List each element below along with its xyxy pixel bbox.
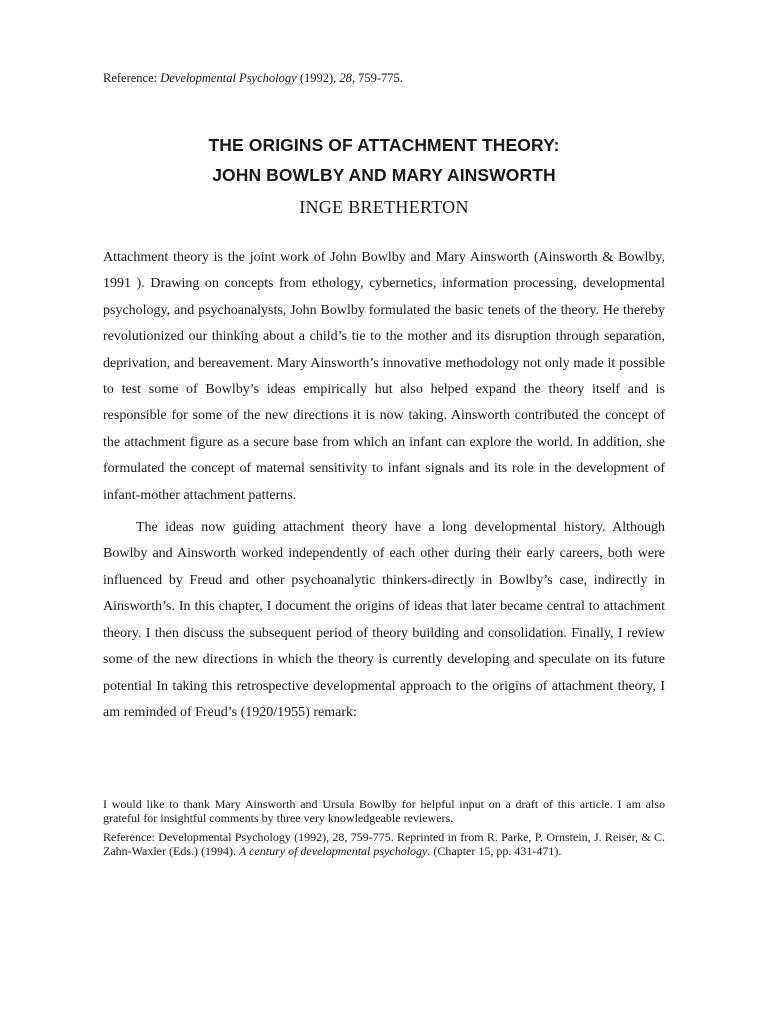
footnote-reference-prefix: Reference: Developmental Psychology (1992), 28, 759-775. Reprinted in from R. Parke, P. Ornstein, J. Reiser, & C. Zahn-Waxler (Eds.) (1994). — [103, 830, 665, 858]
footnote-acknowledgment: I would like to thank Mary Ainsworth and Ursula Bowlby for helpful input on a draft of this article. I am also grateful for insightful comments by three very knowledgeable reviewers. — [103, 797, 665, 825]
journal-title: Developmental Psychology — [160, 71, 297, 85]
title-line-2: JOHN BOWLBY AND MARY AINSWORTH — [212, 165, 556, 185]
footnotes — [103, 797, 665, 863]
header-reference — [103, 70, 663, 86]
title-line-1: THE ORIGINS OF ATTACHMENT THEORY: — [208, 135, 560, 155]
body-paragraph-2: The ideas now guiding attachment theory have a long developmental history. Although Bowlby and Ainsworth worked independently of each other during their early careers, both were influenced by Freud and other psychoanalytic thinkers-directly in Bowlby’s case, indirectly in Ainsworth’s. In this chapter, I document the origins of ideas that later became central to attachment theory. I then discuss the subsequent period of theory building and consolidation. Finally, I review some of the new directions in which the theory is currently developing and speculate on its future potential In taking this retrospective developmental approach to the origins of attachment theory, I am reminded of Freud’s (1920/1955) remark: — [103, 520, 665, 720]
reference-pages: , 759-775. — [351, 71, 403, 85]
footnote-reference — [103, 830, 665, 858]
author-name: INGE BRETHERTON — [299, 197, 469, 217]
reference-year: (1992), — [296, 71, 340, 85]
reference-prefix: Reference: — [103, 71, 161, 85]
footnote-reference-suffix: . (Chapter 15, pp. 431-471). — [427, 844, 562, 858]
reference-volume: 28 — [339, 71, 352, 85]
body-text — [103, 245, 665, 732]
footnote-book-title: A century of developmental psychology — [238, 844, 428, 858]
body-paragraph-1: Attachment theory is the joint work of John Bowlby and Mary Ainsworth (Ainsworth & Bowlby, 1991 ). Drawing on concepts from ethology, cybernetics, information processing, developmental psychology, and psychoanalysts, John Bowlby formulated the basic tenets of the theory. He thereby revolutionized our thinking about a child’s tie to the mother and its disruption through separation, deprivation, and bereavement. Mary Ainsworth’s innovative methodology not only made it possible to test some of Bowlby’s ideas empirically hut also helped expand the theory itself and is responsible for some of the new directions it is now taking. Ainsworth contributed the concept of the attachment figure as a secure base from which an infant can explore the world. In addition, she formulated the concept of maternal sensitivity to infant signals and its role in the development of infant-mother attachment patterns. — [103, 250, 665, 503]
